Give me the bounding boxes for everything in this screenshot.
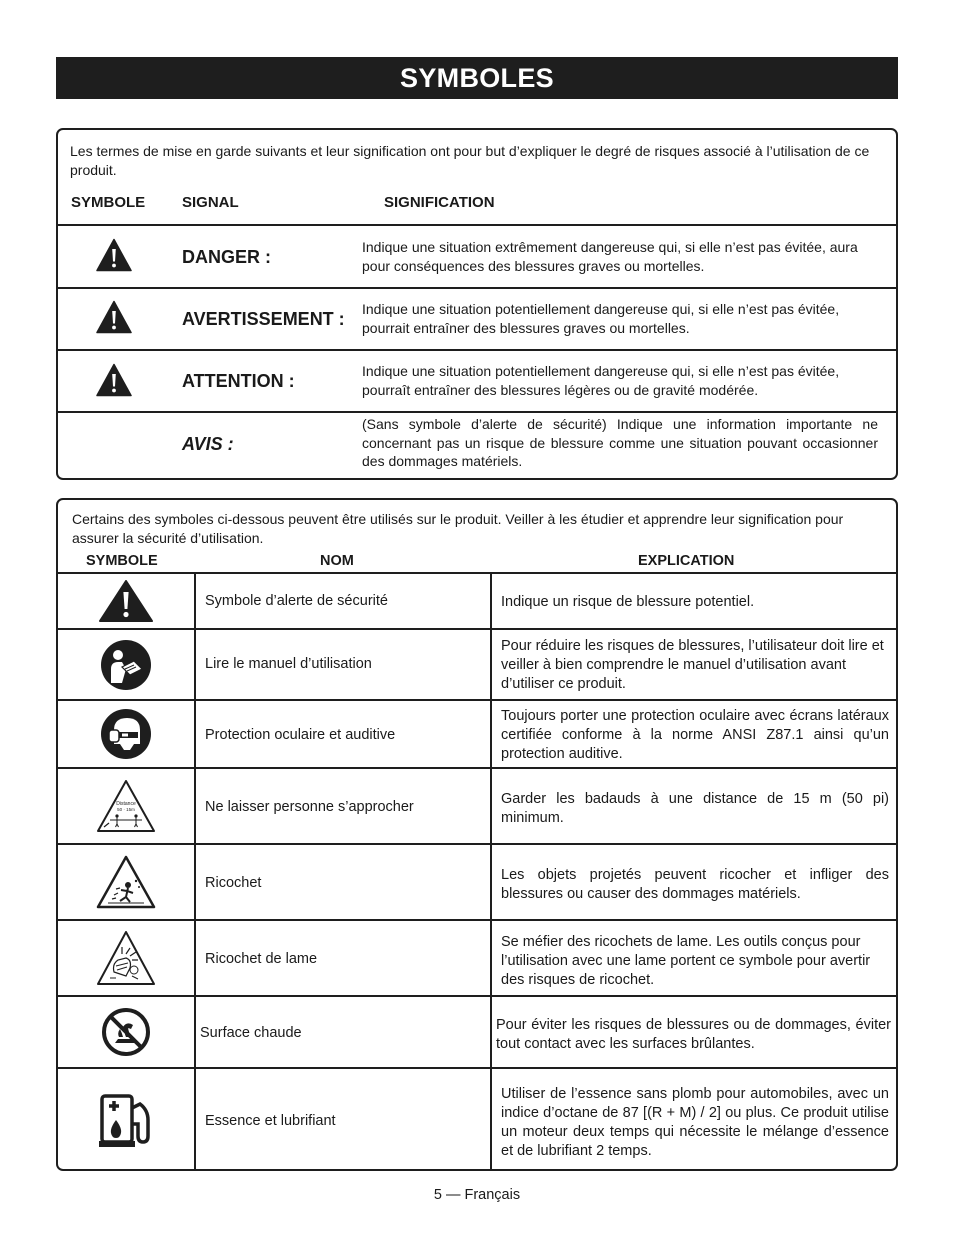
expl-safety-alert: Indique un risque de blessure potentiel. bbox=[501, 594, 755, 610]
nom-fuel: Essence et lubrifiant bbox=[205, 1113, 336, 1129]
keep-bystanders-away-icon bbox=[96, 779, 156, 833]
divider bbox=[58, 411, 896, 413]
meaning-avertissement: Indique une situation potentiellement dangereuse qui, si elle n’est pas évitée, pourrait entraîner des blessures graves ou mortelles. bbox=[362, 301, 840, 336]
read-manual-icon bbox=[100, 639, 152, 691]
column-divider bbox=[194, 572, 196, 1171]
meaning-attention: Indique une situation potentiellement dangereuse qui, si elle n’est pas évitée, pourraît entraîner des blessures légères ou de gravité modérée. bbox=[362, 363, 840, 398]
meaning-avis: (Sans symbole d’alerte de sécurité) Indique une information importante ne concernant pas un risque de blessure comme une situation pouvant occasionner des dommages matériels. bbox=[362, 416, 878, 470]
header-nom: NOM bbox=[320, 553, 354, 569]
symbol-cell bbox=[58, 1069, 194, 1171]
symbols-intro-text: Certains des symboles ci-dessous peuvent être utilisés sur le produit. Veiller à les étudier et apprendre leur signification pour assurer la sécurité d’utilisation. bbox=[72, 511, 844, 546]
expl-fuel: Utiliser de l’essence sans plomb pour automobiles, avec un indice d’octane de 87 [(R + M) / 2] ou plus. Ce produit utilise un moteur deux temps qui nécessite le mélange d’essence et de lubrifiant 2 temps. bbox=[501, 1086, 889, 1159]
signal-words-panel bbox=[56, 128, 898, 480]
nom-hot-surface: Surface chaude bbox=[200, 1025, 302, 1041]
header-symbole: SYMBOLE bbox=[86, 553, 158, 569]
safety-alert-icon bbox=[98, 579, 154, 623]
header-signification: SIGNIFICATION bbox=[384, 194, 495, 211]
page-title: SYMBOLES bbox=[56, 57, 898, 99]
expl-ricochet: Les objets projetés peuvent ricocher et infliger des blessures ou causer des dommages matériels. bbox=[501, 867, 889, 902]
blade-thrust-icon bbox=[96, 930, 156, 986]
signal-attention: ATTENTION : bbox=[182, 371, 295, 391]
fuel-pump-icon bbox=[96, 1090, 156, 1150]
symbol-cell bbox=[58, 921, 194, 995]
divider bbox=[58, 287, 896, 289]
divider bbox=[58, 349, 896, 351]
signal-intro-text: Les termes de mise en garde suivants et leur signification ont pour but d’expliquer le degré de risques associé à l’utilisation de ce produit. bbox=[70, 143, 870, 178]
symbol-cell bbox=[58, 630, 194, 699]
header-explication: EXPLICATION bbox=[638, 553, 735, 569]
expl-blade-thrust: Se méfier des ricochets de lame. Les outils conçus pour l’utilisation avec une lame portent ce symbole pour avertir des risques de ricochet. bbox=[501, 934, 871, 988]
header-symbole: SYMBOLE bbox=[71, 194, 146, 211]
expl-keep-away: Garder les badauds à une distance de 15 m (50 pi) minimum. bbox=[501, 791, 889, 826]
keep-away-sign-value: 50 · 15m bbox=[117, 807, 135, 812]
expl-eye-ear-protection: Toujours porter une protection oculaire avec écrans latéraux certifiée conforme à la norme ANSI Z87.1 ainsi qu’un protection auditive. bbox=[501, 708, 889, 762]
nom-read-manual: Lire le manuel d’utilisation bbox=[205, 656, 372, 672]
signal-danger: DANGER : bbox=[182, 247, 271, 267]
page-footer: 5 — Français bbox=[433, 1187, 521, 1203]
symbol-cell bbox=[58, 997, 194, 1067]
header-signal: SIGNAL bbox=[182, 194, 239, 211]
warning-triangle-icon bbox=[96, 238, 132, 272]
warning-triangle-icon bbox=[96, 363, 132, 397]
nom-eye-ear-protection: Protection oculaire et auditive bbox=[205, 727, 396, 743]
symbol-cell bbox=[58, 701, 194, 767]
expl-hot-surface: Pour éviter les risques de blessures ou de dommages, éviter tout contact avec les surfaces brûlantes. bbox=[496, 1017, 891, 1052]
nom-safety-alert: Symbole d’alerte de sécurité bbox=[205, 593, 388, 609]
expl-read-manual: Pour réduire les risques de blessures, l’utilisateur doit lire et veiller à bien comprendre le manuel d’utilisation avant d’utiliser ce produit. bbox=[501, 638, 884, 692]
symbol-cell bbox=[58, 574, 194, 628]
nom-keep-away: Ne laisser personne s’approcher bbox=[205, 799, 414, 815]
meaning-danger: Indique une situation extrêmement dangereuse qui, si elle n’est pas évitée, aura pour conséquences des blessures graves ou mortelles. bbox=[362, 239, 858, 274]
nom-blade-thrust: Ricochet de lame bbox=[205, 951, 318, 967]
symbol-cell bbox=[58, 769, 194, 843]
ricochet-icon bbox=[96, 855, 156, 909]
keep-away-sign-distance: Distance bbox=[116, 801, 136, 807]
symbols-panel bbox=[56, 498, 898, 1171]
divider bbox=[58, 224, 896, 226]
eye-ear-protection-icon bbox=[100, 708, 152, 760]
warning-triangle-icon bbox=[96, 300, 132, 334]
hot-surface-icon bbox=[101, 1007, 151, 1057]
nom-ricochet: Ricochet bbox=[205, 875, 262, 891]
signal-avis: AVIS : bbox=[182, 434, 234, 454]
signal-avertissement: AVERTISSEMENT : bbox=[182, 309, 345, 329]
symbol-cell bbox=[58, 845, 194, 919]
column-divider bbox=[490, 572, 492, 1171]
